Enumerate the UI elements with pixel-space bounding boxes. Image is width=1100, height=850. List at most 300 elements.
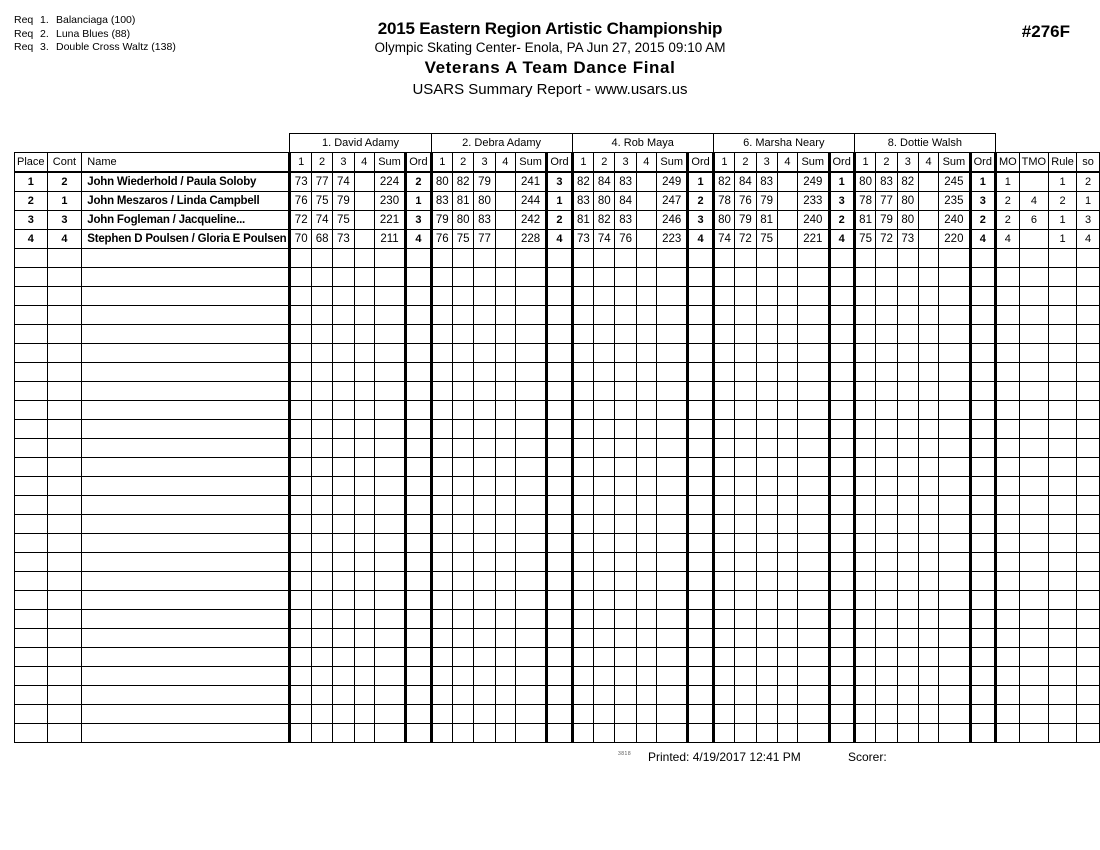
cell-empty xyxy=(798,705,829,724)
cell-judge1-sum: 230 xyxy=(374,192,405,211)
cell-judge2-mark1: 80 xyxy=(431,172,452,192)
header-judge3-ord: Ord xyxy=(688,153,713,173)
cell-empty xyxy=(1077,344,1100,363)
cell-empty xyxy=(970,686,995,705)
cell-empty xyxy=(290,496,311,515)
venue-line: Olympic Skating Center- Enola, PA Jun 27, 2015 09:10 AM xyxy=(374,40,726,55)
cell-empty xyxy=(572,420,593,439)
header-judge5-4: 4 xyxy=(918,153,938,173)
cell-empty xyxy=(453,496,474,515)
cell-empty xyxy=(474,401,495,420)
cell-empty xyxy=(572,515,593,534)
cell-empty xyxy=(970,363,995,382)
cell-empty xyxy=(735,287,756,306)
cell-empty xyxy=(354,268,374,287)
cell-empty xyxy=(354,610,374,629)
cell-empty xyxy=(47,268,82,287)
cell-empty xyxy=(1019,572,1048,591)
cell-empty xyxy=(495,591,515,610)
cell-empty xyxy=(15,382,48,401)
cell-empty xyxy=(594,667,615,686)
cell-empty xyxy=(453,667,474,686)
cell-empty xyxy=(594,420,615,439)
cell-empty xyxy=(688,686,713,705)
cell-empty xyxy=(995,344,1019,363)
cell-empty xyxy=(656,401,687,420)
cell-empty xyxy=(777,477,797,496)
cell-empty xyxy=(777,363,797,382)
cell-empty xyxy=(688,344,713,363)
cell-empty xyxy=(854,344,875,363)
cell-empty xyxy=(829,648,854,667)
cell-empty xyxy=(547,705,572,724)
cell-empty xyxy=(615,344,636,363)
cell-empty xyxy=(897,591,918,610)
cell-empty xyxy=(798,249,829,268)
table-row-empty xyxy=(15,648,1100,667)
cell-empty xyxy=(970,648,995,667)
cell-empty xyxy=(515,325,546,344)
cell-empty xyxy=(854,629,875,648)
cell-empty xyxy=(47,344,82,363)
cell-empty xyxy=(474,458,495,477)
cell-empty xyxy=(1077,724,1100,743)
cell-empty xyxy=(777,268,797,287)
cell-empty xyxy=(290,591,311,610)
cell-empty xyxy=(453,553,474,572)
cell-empty xyxy=(756,287,777,306)
requirement-label: Req xyxy=(14,41,34,53)
header-judge1-3: 3 xyxy=(333,153,354,173)
cell-empty xyxy=(854,439,875,458)
cell-empty xyxy=(656,325,687,344)
cell-place: 2 xyxy=(15,192,48,211)
cell-empty xyxy=(406,553,431,572)
cell-empty xyxy=(594,363,615,382)
cell-empty xyxy=(876,287,897,306)
table-row-empty xyxy=(15,572,1100,591)
cell-empty xyxy=(374,287,405,306)
header-judge5-1: 1 xyxy=(854,153,875,173)
cell-empty xyxy=(897,401,918,420)
column-header-row xyxy=(15,153,1100,173)
cell-judge5-sum: 240 xyxy=(939,211,970,230)
cell-empty xyxy=(453,610,474,629)
cell-judge1-mark4 xyxy=(354,192,374,211)
cell-empty xyxy=(406,249,431,268)
cell-empty xyxy=(656,553,687,572)
cell-judge4-mark1: 78 xyxy=(713,192,734,211)
cell-empty xyxy=(515,439,546,458)
cell-empty xyxy=(829,477,854,496)
cell-empty xyxy=(897,686,918,705)
cell-empty xyxy=(47,534,82,553)
cell-judge5-ord: 2 xyxy=(970,211,995,230)
cell-empty xyxy=(713,629,734,648)
cell-empty xyxy=(829,705,854,724)
cell-empty xyxy=(939,572,970,591)
cell-empty xyxy=(636,477,656,496)
cell-empty xyxy=(636,306,656,325)
cell-empty xyxy=(636,667,656,686)
cell-judge5-mark3: 73 xyxy=(897,230,918,249)
cell-empty xyxy=(374,420,405,439)
cell-empty xyxy=(374,249,405,268)
cell-empty xyxy=(918,534,938,553)
cell-empty xyxy=(1077,534,1100,553)
cell-empty xyxy=(615,268,636,287)
cell-empty xyxy=(47,705,82,724)
cell-empty xyxy=(615,439,636,458)
cell-empty xyxy=(918,268,938,287)
cell-empty xyxy=(918,401,938,420)
cell-empty xyxy=(333,591,354,610)
cell-empty xyxy=(453,249,474,268)
cell-empty xyxy=(594,249,615,268)
requirement-number: 3. xyxy=(40,41,49,53)
cell-empty xyxy=(15,306,48,325)
page-title: 2015 Eastern Region Artistic Championship xyxy=(377,19,723,38)
cell-empty xyxy=(82,401,290,420)
cell-empty xyxy=(333,629,354,648)
cell-empty xyxy=(1019,249,1048,268)
cell-empty xyxy=(615,458,636,477)
cell-empty xyxy=(547,667,572,686)
cell-empty xyxy=(829,401,854,420)
cell-empty xyxy=(431,515,452,534)
cell-empty xyxy=(995,610,1019,629)
cell-empty xyxy=(572,458,593,477)
cell-empty xyxy=(970,325,995,344)
cell-empty xyxy=(1049,382,1077,401)
cell-empty xyxy=(547,325,572,344)
cell-empty xyxy=(918,382,938,401)
table-row-empty xyxy=(15,686,1100,705)
cell-empty xyxy=(495,496,515,515)
cell-empty xyxy=(854,363,875,382)
cell-empty xyxy=(735,686,756,705)
cell-empty xyxy=(547,458,572,477)
cell-empty xyxy=(431,439,452,458)
cell-empty xyxy=(854,534,875,553)
cell-empty xyxy=(82,477,290,496)
cell-empty xyxy=(756,534,777,553)
cell-empty xyxy=(47,496,82,515)
cell-empty xyxy=(756,553,777,572)
cell-empty xyxy=(515,686,546,705)
cell-judge4-ord: 1 xyxy=(829,172,854,192)
cell-empty xyxy=(333,705,354,724)
cell-empty xyxy=(1077,610,1100,629)
cell-empty xyxy=(777,401,797,420)
cell-empty xyxy=(918,306,938,325)
cell-empty xyxy=(756,629,777,648)
cell-empty xyxy=(311,705,332,724)
cell-empty xyxy=(995,382,1019,401)
cell-empty xyxy=(713,401,734,420)
cell-empty xyxy=(897,287,918,306)
cell-empty xyxy=(854,401,875,420)
cell-empty xyxy=(333,496,354,515)
cell-empty xyxy=(756,496,777,515)
cell-empty xyxy=(374,268,405,287)
cell-empty xyxy=(406,724,431,743)
cell-empty xyxy=(1019,629,1048,648)
cell-empty xyxy=(735,382,756,401)
cell-empty xyxy=(636,439,656,458)
cell-empty xyxy=(656,724,687,743)
cell-empty xyxy=(354,439,374,458)
cell-empty xyxy=(939,515,970,534)
cell-empty xyxy=(572,268,593,287)
header-judge1-1: 1 xyxy=(290,153,311,173)
cell-empty xyxy=(82,420,290,439)
cell-empty xyxy=(995,325,1019,344)
cell-empty xyxy=(777,439,797,458)
cell-empty xyxy=(333,439,354,458)
cell-empty xyxy=(939,287,970,306)
cell-empty xyxy=(636,363,656,382)
cell-empty xyxy=(82,724,290,743)
cell-empty xyxy=(777,325,797,344)
cell-judge1-mark3: 73 xyxy=(333,230,354,249)
cell-empty xyxy=(756,344,777,363)
cell-empty xyxy=(756,591,777,610)
cell-empty xyxy=(406,610,431,629)
cell-empty xyxy=(615,382,636,401)
cell-empty xyxy=(572,344,593,363)
cell-empty xyxy=(1077,686,1100,705)
cell-empty xyxy=(829,629,854,648)
cell-empty xyxy=(939,363,970,382)
cell-empty xyxy=(636,458,656,477)
cell-empty xyxy=(876,515,897,534)
cell-judge4-ord: 2 xyxy=(829,211,854,230)
cell-empty xyxy=(1077,249,1100,268)
cell-empty xyxy=(656,534,687,553)
cell-judge3-mark4 xyxy=(636,192,656,211)
scorer-label: Scorer: xyxy=(848,750,887,764)
cell-empty xyxy=(406,496,431,515)
cell-empty xyxy=(713,648,734,667)
cell-empty xyxy=(735,629,756,648)
table-row-empty xyxy=(15,363,1100,382)
cell-empty xyxy=(918,572,938,591)
cell-empty xyxy=(374,610,405,629)
cell-empty xyxy=(970,496,995,515)
cell-empty xyxy=(897,629,918,648)
cell-judge5-ord: 3 xyxy=(970,192,995,211)
cell-judge4-mark2: 72 xyxy=(735,230,756,249)
cell-empty xyxy=(756,686,777,705)
cell-empty xyxy=(354,344,374,363)
cell-empty xyxy=(406,629,431,648)
cell-empty xyxy=(829,458,854,477)
cell-empty xyxy=(995,306,1019,325)
cell-empty xyxy=(656,686,687,705)
cell-empty xyxy=(1049,591,1077,610)
cell-empty xyxy=(636,496,656,515)
cell-empty xyxy=(431,648,452,667)
cell-empty xyxy=(970,724,995,743)
header-judge3-sum: Sum xyxy=(656,153,687,173)
cell-judge2-sum: 241 xyxy=(515,172,546,192)
cell-judge3-ord: 1 xyxy=(688,172,713,192)
cell-empty xyxy=(406,705,431,724)
cell-empty xyxy=(15,553,48,572)
cell-empty xyxy=(453,686,474,705)
cell-empty xyxy=(290,515,311,534)
cell-empty xyxy=(615,686,636,705)
cell-empty xyxy=(374,458,405,477)
cell-empty xyxy=(735,268,756,287)
cell-empty xyxy=(15,629,48,648)
cell-empty xyxy=(82,610,290,629)
cell-empty xyxy=(1077,458,1100,477)
cell-empty xyxy=(756,439,777,458)
cell-empty xyxy=(829,553,854,572)
cell-empty xyxy=(1077,439,1100,458)
cell-empty xyxy=(735,439,756,458)
cell-empty xyxy=(854,496,875,515)
cell-empty xyxy=(354,534,374,553)
cell-empty xyxy=(290,648,311,667)
cell-empty xyxy=(47,553,82,572)
cell-empty xyxy=(453,572,474,591)
cell-judge4-mark1: 80 xyxy=(713,211,734,230)
cell-tmo: 4 xyxy=(1019,192,1048,211)
cell-empty xyxy=(897,249,918,268)
cell-empty xyxy=(777,591,797,610)
cell-empty xyxy=(615,401,636,420)
cell-empty xyxy=(1019,686,1048,705)
cell-so: 1 xyxy=(1077,192,1100,211)
cell-empty xyxy=(572,686,593,705)
cell-empty xyxy=(453,268,474,287)
cell-empty xyxy=(495,553,515,572)
cell-empty xyxy=(354,553,374,572)
cell-empty xyxy=(713,249,734,268)
cell-empty xyxy=(572,287,593,306)
cell-judge2-mark4 xyxy=(495,211,515,230)
cell-empty xyxy=(876,686,897,705)
cell-empty xyxy=(735,667,756,686)
cell-empty xyxy=(756,268,777,287)
cell-judge3-sum: 246 xyxy=(656,211,687,230)
cell-judge5-sum: 245 xyxy=(939,172,970,192)
cell-judge3-ord: 4 xyxy=(688,230,713,249)
cell-empty xyxy=(82,363,290,382)
cell-empty xyxy=(798,534,829,553)
cell-empty xyxy=(431,591,452,610)
cell-empty xyxy=(333,534,354,553)
header-judge1-sum: Sum xyxy=(374,153,405,173)
cell-empty xyxy=(735,572,756,591)
cell-empty xyxy=(474,287,495,306)
cell-empty xyxy=(995,420,1019,439)
cell-empty xyxy=(636,401,656,420)
cell-empty xyxy=(688,610,713,629)
cell-empty xyxy=(1049,268,1077,287)
cell-judge5-ord: 4 xyxy=(970,230,995,249)
cell-empty xyxy=(495,401,515,420)
cell-empty xyxy=(572,534,593,553)
cell-empty xyxy=(547,306,572,325)
cell-empty xyxy=(474,572,495,591)
cell-empty xyxy=(939,705,970,724)
cell-mo: 4 xyxy=(995,230,1019,249)
cell-empty xyxy=(1077,553,1100,572)
cell-empty xyxy=(547,382,572,401)
cell-empty xyxy=(515,344,546,363)
cell-empty xyxy=(688,439,713,458)
cell-so: 3 xyxy=(1077,211,1100,230)
cell-empty xyxy=(594,515,615,534)
cell-empty xyxy=(713,458,734,477)
cell-empty xyxy=(406,458,431,477)
cell-empty xyxy=(854,287,875,306)
cell-empty xyxy=(374,572,405,591)
cell-empty xyxy=(615,515,636,534)
cell-judge3-mark1: 83 xyxy=(572,192,593,211)
cell-empty xyxy=(474,724,495,743)
cell-empty xyxy=(15,287,48,306)
cell-empty xyxy=(453,705,474,724)
cell-empty xyxy=(333,344,354,363)
cell-empty xyxy=(876,477,897,496)
cell-empty xyxy=(495,572,515,591)
cell-empty xyxy=(1019,420,1048,439)
cell-empty xyxy=(897,306,918,325)
cell-judge3-mark2: 82 xyxy=(594,211,615,230)
cell-judge4-mark2: 76 xyxy=(735,192,756,211)
cell-empty xyxy=(970,705,995,724)
cell-empty xyxy=(15,686,48,705)
header-judge1-4: 4 xyxy=(354,153,374,173)
cell-judge2-sum: 242 xyxy=(515,211,546,230)
report-subtitle: USARS Summary Report - www.usars.us xyxy=(412,81,688,98)
cell-empty xyxy=(876,439,897,458)
cell-empty xyxy=(735,724,756,743)
cell-empty xyxy=(515,420,546,439)
cell-empty xyxy=(354,724,374,743)
cell-empty xyxy=(431,420,452,439)
cell-empty xyxy=(829,325,854,344)
cell-empty xyxy=(406,648,431,667)
cell-empty xyxy=(1019,648,1048,667)
cell-judge3-mark4 xyxy=(636,172,656,192)
cell-empty xyxy=(354,667,374,686)
cell-empty xyxy=(798,515,829,534)
cell-empty xyxy=(615,287,636,306)
cell-empty xyxy=(547,572,572,591)
cell-empty xyxy=(594,705,615,724)
cell-empty xyxy=(777,458,797,477)
header-judge4-3: 3 xyxy=(756,153,777,173)
cell-empty xyxy=(777,629,797,648)
cell-empty xyxy=(688,648,713,667)
cell-empty xyxy=(515,591,546,610)
cell-judge5-mark1: 80 xyxy=(854,172,875,192)
cell-empty xyxy=(82,268,290,287)
table-row-empty xyxy=(15,515,1100,534)
cell-judge1-mark1: 70 xyxy=(290,230,311,249)
cell-empty xyxy=(547,496,572,515)
cell-empty xyxy=(495,325,515,344)
cell-empty xyxy=(1049,477,1077,496)
cell-cont: 3 xyxy=(47,211,82,230)
requirement-label: Req xyxy=(14,27,34,40)
